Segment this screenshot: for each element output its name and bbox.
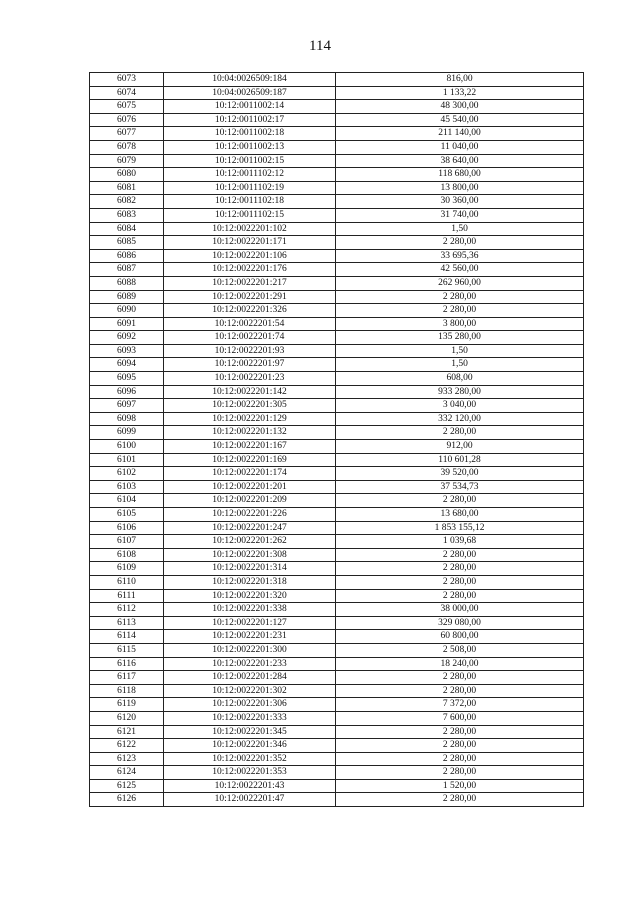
- value-cell: 3 800,00: [336, 317, 584, 331]
- table-row: [90, 779, 584, 793]
- cadastral-number-cell: 10:12:0022201:174: [164, 467, 336, 481]
- value-cell: 2 280,00: [336, 793, 584, 807]
- table-row: [90, 711, 584, 725]
- cadastral-number-cell: 10:12:0022201:306: [164, 698, 336, 712]
- value-cell: 2 280,00: [336, 304, 584, 318]
- value-cell: 262 960,00: [336, 276, 584, 290]
- cadastral-number-cell: 10:12:0022201:97: [164, 358, 336, 372]
- table-row: [90, 113, 584, 127]
- table-row: [90, 440, 584, 454]
- cadastral-number-cell: 10:12:0022201:247: [164, 521, 336, 535]
- table-row: [90, 140, 584, 154]
- table-row: [90, 208, 584, 222]
- cadastral-number-cell: 10:12:0022201:129: [164, 412, 336, 426]
- value-cell: 1 520,00: [336, 779, 584, 793]
- value-cell: 37 534,73: [336, 480, 584, 494]
- cadastral-number-cell: 10:12:0022201:47: [164, 793, 336, 807]
- row-number-cell: 6118: [90, 684, 164, 698]
- table-row: [90, 385, 584, 399]
- row-number-cell: 6125: [90, 779, 164, 793]
- value-cell: 1,50: [336, 222, 584, 236]
- table-row: [90, 331, 584, 345]
- value-cell: 38 000,00: [336, 603, 584, 617]
- table-row: [90, 630, 584, 644]
- table-row: [90, 86, 584, 100]
- row-number-cell: 6090: [90, 304, 164, 318]
- table-row: [90, 657, 584, 671]
- value-cell: 2 280,00: [336, 589, 584, 603]
- cadastral-number-cell: 10:12:0022201:43: [164, 779, 336, 793]
- value-cell: 2 280,00: [336, 548, 584, 562]
- cadastral-number-cell: 10:12:0022201:23: [164, 372, 336, 386]
- cadastral-number-cell: 10:12:0022201:346: [164, 739, 336, 753]
- value-cell: 2 280,00: [336, 752, 584, 766]
- value-cell: 2 280,00: [336, 725, 584, 739]
- row-number-cell: 6092: [90, 331, 164, 345]
- value-cell: 933 280,00: [336, 385, 584, 399]
- row-number-cell: 6083: [90, 208, 164, 222]
- value-cell: 2 280,00: [336, 739, 584, 753]
- row-number-cell: 6096: [90, 385, 164, 399]
- value-cell: 33 695,36: [336, 249, 584, 263]
- table-row: [90, 535, 584, 549]
- table-row: [90, 236, 584, 250]
- cadastral-number-cell: 10:12:0022201:226: [164, 508, 336, 522]
- value-cell: 110 601,28: [336, 453, 584, 467]
- cadastral-number-cell: 10:12:0022201:54: [164, 317, 336, 331]
- row-number-cell: 6101: [90, 453, 164, 467]
- cadastral-number-cell: 10:12:0011002:14: [164, 100, 336, 114]
- row-number-cell: 6100: [90, 440, 164, 454]
- table-row: [90, 263, 584, 277]
- cadastral-number-cell: 10:12:0022201:217: [164, 276, 336, 290]
- row-number-cell: 6121: [90, 725, 164, 739]
- table-row: [90, 399, 584, 413]
- row-number-cell: 6119: [90, 698, 164, 712]
- cadastral-number-cell: 10:12:0022201:167: [164, 440, 336, 454]
- cadastral-number-cell: 10:12:0011102:12: [164, 168, 336, 182]
- value-cell: 1 039,68: [336, 535, 584, 549]
- table-row: [90, 181, 584, 195]
- row-number-cell: 6113: [90, 616, 164, 630]
- table-row: [90, 358, 584, 372]
- cadastral-number-cell: 10:12:0022201:93: [164, 344, 336, 358]
- row-number-cell: 6080: [90, 168, 164, 182]
- row-number-cell: 6102: [90, 467, 164, 481]
- value-cell: 816,00: [336, 73, 584, 87]
- cadastral-number-cell: 10:12:0022201:106: [164, 249, 336, 263]
- table-row: [90, 575, 584, 589]
- row-number-cell: 6120: [90, 711, 164, 725]
- cadastral-number-cell: 10:12:0022201:300: [164, 643, 336, 657]
- row-number-cell: 6116: [90, 657, 164, 671]
- row-number-cell: 6084: [90, 222, 164, 236]
- value-cell: 2 280,00: [336, 426, 584, 440]
- table-row: [90, 766, 584, 780]
- cadastral-number-cell: 10:12:0022201:345: [164, 725, 336, 739]
- value-cell: 38 640,00: [336, 154, 584, 168]
- row-number-cell: 6098: [90, 412, 164, 426]
- row-number-cell: 6074: [90, 86, 164, 100]
- row-number-cell: 6077: [90, 127, 164, 141]
- table-row: [90, 467, 584, 481]
- row-number-cell: 6076: [90, 113, 164, 127]
- table-row: [90, 195, 584, 209]
- cadastral-number-cell: 10:12:0022201:305: [164, 399, 336, 413]
- cadastral-number-cell: 10:12:0022201:127: [164, 616, 336, 630]
- row-number-cell: 6112: [90, 603, 164, 617]
- cadastral-number-cell: 10:04:0026509:184: [164, 73, 336, 87]
- cadastral-number-cell: 10:12:0011002:15: [164, 154, 336, 168]
- row-number-cell: 6075: [90, 100, 164, 114]
- row-number-cell: 6117: [90, 671, 164, 685]
- row-number-cell: 6110: [90, 575, 164, 589]
- row-number-cell: 6097: [90, 399, 164, 413]
- row-number-cell: 6089: [90, 290, 164, 304]
- value-cell: 18 240,00: [336, 657, 584, 671]
- value-cell: 45 540,00: [336, 113, 584, 127]
- table-row: [90, 249, 584, 263]
- table-row: [90, 671, 584, 685]
- cadastral-number-cell: 10:12:0022201:176: [164, 263, 336, 277]
- table-row: [90, 739, 584, 753]
- row-number-cell: 6115: [90, 643, 164, 657]
- row-number-cell: 6108: [90, 548, 164, 562]
- cadastral-number-cell: 10:12:0022201:284: [164, 671, 336, 685]
- table-row: [90, 521, 584, 535]
- cadastral-number-cell: 10:12:0022201:171: [164, 236, 336, 250]
- cadastral-number-cell: 10:12:0022201:231: [164, 630, 336, 644]
- value-cell: 2 280,00: [336, 494, 584, 508]
- cadastral-number-cell: 10:12:0011002:13: [164, 140, 336, 154]
- cadastral-number-cell: 10:12:0022201:318: [164, 575, 336, 589]
- table-row: [90, 412, 584, 426]
- value-cell: 2 280,00: [336, 562, 584, 576]
- table-row: [90, 276, 584, 290]
- value-cell: 1 133,22: [336, 86, 584, 100]
- table-row: [90, 344, 584, 358]
- value-cell: 60 800,00: [336, 630, 584, 644]
- value-cell: 11 040,00: [336, 140, 584, 154]
- table-row: [90, 616, 584, 630]
- table-row: [90, 453, 584, 467]
- row-number-cell: 6109: [90, 562, 164, 576]
- cadastral-number-cell: 10:12:0022201:338: [164, 603, 336, 617]
- cadastral-value-table: [89, 72, 584, 807]
- cadastral-number-cell: 10:12:0022201:102: [164, 222, 336, 236]
- cadastral-number-cell: 10:12:0022201:326: [164, 304, 336, 318]
- value-cell: 2 280,00: [336, 290, 584, 304]
- row-number-cell: 6105: [90, 508, 164, 522]
- table-row: [90, 725, 584, 739]
- table-body: [90, 73, 584, 807]
- row-number-cell: 6073: [90, 73, 164, 87]
- cadastral-number-cell: 10:12:0011002:18: [164, 127, 336, 141]
- row-number-cell: 6099: [90, 426, 164, 440]
- row-number-cell: 6086: [90, 249, 164, 263]
- row-number-cell: 6088: [90, 276, 164, 290]
- page-number: 114: [309, 38, 331, 54]
- table-row: [90, 698, 584, 712]
- row-number-cell: 6081: [90, 181, 164, 195]
- row-number-cell: 6078: [90, 140, 164, 154]
- row-number-cell: 6082: [90, 195, 164, 209]
- value-cell: 39 520,00: [336, 467, 584, 481]
- cadastral-number-cell: 10:12:0022201:262: [164, 535, 336, 549]
- value-cell: 30 360,00: [336, 195, 584, 209]
- value-cell: 2 280,00: [336, 575, 584, 589]
- table-row: [90, 562, 584, 576]
- value-cell: 7 600,00: [336, 711, 584, 725]
- table-row: [90, 684, 584, 698]
- value-cell: 2 280,00: [336, 766, 584, 780]
- cadastral-number-cell: 10:12:0011102:18: [164, 195, 336, 209]
- table-row: [90, 793, 584, 807]
- cadastral-number-cell: 10:12:0022201:169: [164, 453, 336, 467]
- row-number-cell: 6091: [90, 317, 164, 331]
- cadastral-number-cell: 10:12:0022201:201: [164, 480, 336, 494]
- value-cell: 31 740,00: [336, 208, 584, 222]
- table-row: [90, 290, 584, 304]
- row-number-cell: 6123: [90, 752, 164, 766]
- value-cell: 2 280,00: [336, 236, 584, 250]
- value-cell: 211 140,00: [336, 127, 584, 141]
- table-row: [90, 480, 584, 494]
- value-cell: 48 300,00: [336, 100, 584, 114]
- cadastral-number-cell: 10:12:0022201:209: [164, 494, 336, 508]
- table-row: [90, 372, 584, 386]
- row-number-cell: 6124: [90, 766, 164, 780]
- cadastral-number-cell: 10:12:0022201:302: [164, 684, 336, 698]
- cadastral-number-cell: 10:12:0022201:308: [164, 548, 336, 562]
- row-number-cell: 6111: [90, 589, 164, 603]
- table-row: [90, 508, 584, 522]
- row-number-cell: 6085: [90, 236, 164, 250]
- value-cell: 7 372,00: [336, 698, 584, 712]
- value-cell: 13 800,00: [336, 181, 584, 195]
- table-row: [90, 603, 584, 617]
- row-number-cell: 6114: [90, 630, 164, 644]
- row-number-cell: 6095: [90, 372, 164, 386]
- row-number-cell: 6126: [90, 793, 164, 807]
- value-cell: 1,50: [336, 358, 584, 372]
- row-number-cell: 6079: [90, 154, 164, 168]
- value-cell: 3 040,00: [336, 399, 584, 413]
- value-cell: 2 280,00: [336, 671, 584, 685]
- table-row: [90, 643, 584, 657]
- table-row: [90, 304, 584, 318]
- value-cell: 135 280,00: [336, 331, 584, 345]
- value-cell: 332 120,00: [336, 412, 584, 426]
- cadastral-number-cell: 10:12:0022201:333: [164, 711, 336, 725]
- cadastral-number-cell: 10:12:0022201:142: [164, 385, 336, 399]
- value-cell: 42 560,00: [336, 263, 584, 277]
- table-row: [90, 100, 584, 114]
- row-number-cell: 6093: [90, 344, 164, 358]
- cadastral-number-cell: 10:12:0022201:353: [164, 766, 336, 780]
- table-row: [90, 222, 584, 236]
- cadastral-number-cell: 10:12:0022201:291: [164, 290, 336, 304]
- row-number-cell: 6103: [90, 480, 164, 494]
- table-row: [90, 154, 584, 168]
- value-cell: 2 280,00: [336, 684, 584, 698]
- table-row: [90, 548, 584, 562]
- cadastral-number-cell: 10:12:0022201:352: [164, 752, 336, 766]
- cadastral-number-cell: 10:04:0026509:187: [164, 86, 336, 100]
- value-cell: 118 680,00: [336, 168, 584, 182]
- cadastral-number-cell: 10:12:0022201:74: [164, 331, 336, 345]
- table-row: [90, 752, 584, 766]
- value-cell: 1,50: [336, 344, 584, 358]
- table-row: [90, 426, 584, 440]
- row-number-cell: 6122: [90, 739, 164, 753]
- table-row: [90, 73, 584, 87]
- table-row: [90, 494, 584, 508]
- value-cell: 13 680,00: [336, 508, 584, 522]
- table-row: [90, 317, 584, 331]
- table-row: [90, 127, 584, 141]
- table-row: [90, 168, 584, 182]
- cadastral-number-cell: 10:12:0011002:17: [164, 113, 336, 127]
- cadastral-number-cell: 10:12:0022201:314: [164, 562, 336, 576]
- table-row: [90, 589, 584, 603]
- row-number-cell: 6104: [90, 494, 164, 508]
- cadastral-number-cell: 10:12:0022201:132: [164, 426, 336, 440]
- value-cell: 608,00: [336, 372, 584, 386]
- row-number-cell: 6107: [90, 535, 164, 549]
- cadastral-number-cell: 10:12:0022201:320: [164, 589, 336, 603]
- row-number-cell: 6094: [90, 358, 164, 372]
- cadastral-number-cell: 10:12:0011102:15: [164, 208, 336, 222]
- value-cell: 329 080,00: [336, 616, 584, 630]
- cadastral-number-cell: 10:12:0011102:19: [164, 181, 336, 195]
- value-cell: 1 853 155,12: [336, 521, 584, 535]
- cadastral-number-cell: 10:12:0022201:233: [164, 657, 336, 671]
- value-cell: 912,00: [336, 440, 584, 454]
- value-cell: 2 508,00: [336, 643, 584, 657]
- row-number-cell: 6087: [90, 263, 164, 277]
- row-number-cell: 6106: [90, 521, 164, 535]
